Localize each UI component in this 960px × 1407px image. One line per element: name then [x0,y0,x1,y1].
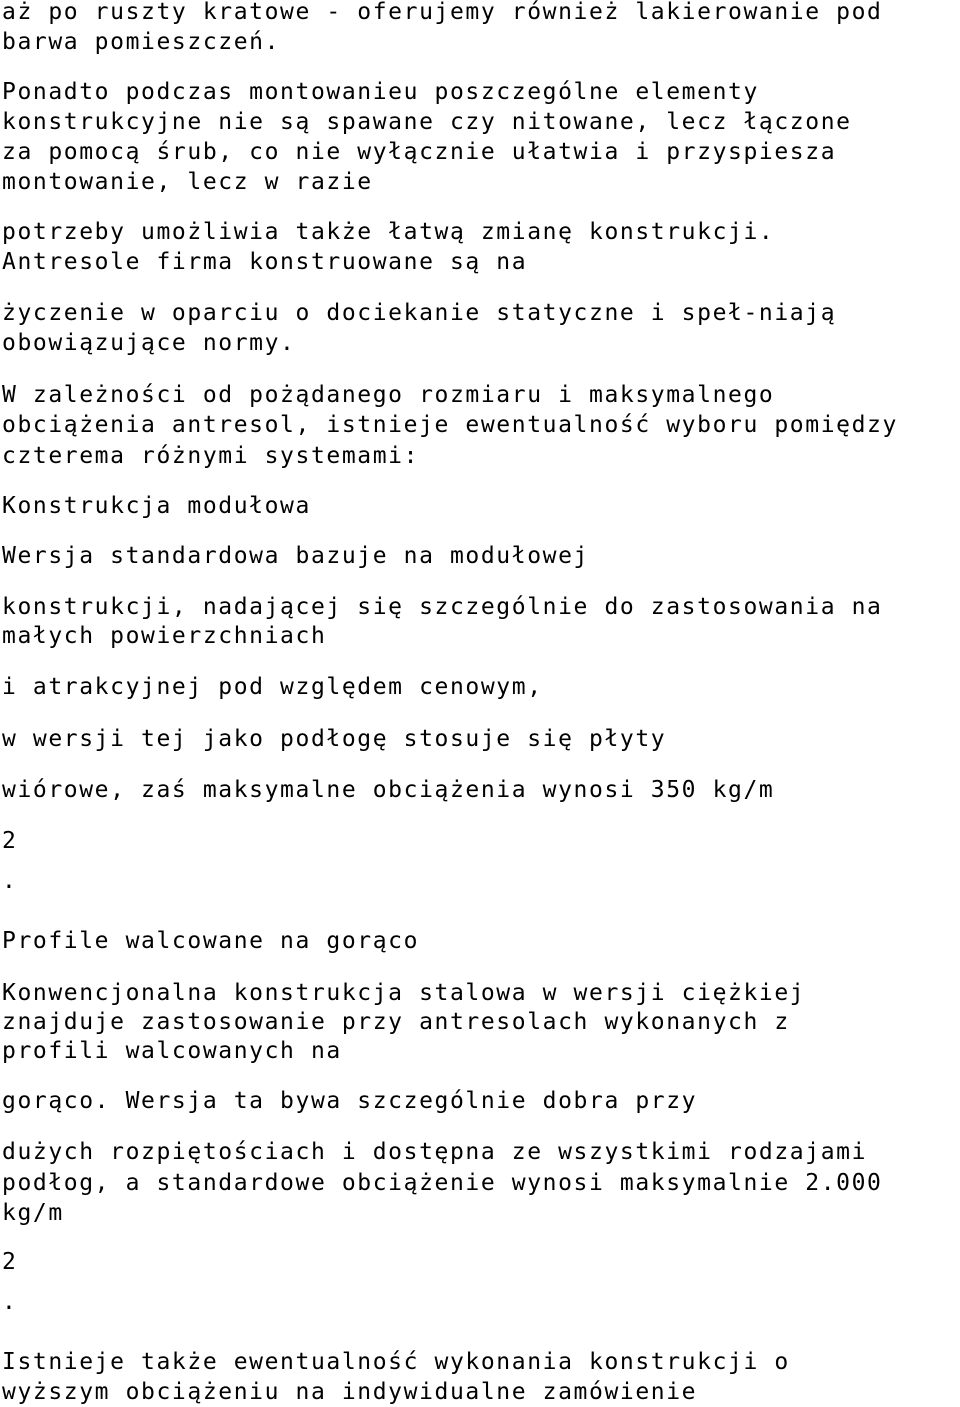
text-line: potrzeby umożliwia także łatwą zmianę konstrukcji. [2,219,775,245]
text-line: barwa pomieszczeń. [2,29,281,55]
text-line: życzenie w oparciu o dociekanie statyczne i speł-niają [2,300,837,326]
text-line: obciążenia antresol, istnieje ewentualność wyboru pomiędzy [2,412,898,438]
text-line: profili walcowanych na [2,1038,342,1064]
text-line: konstrukcyjne nie są spawane czy nitowane, lecz łączone [2,109,852,135]
text-line: za pomocą śrub, co nie wyłącznie ułatwia i przyspiesza [2,139,837,165]
text-line: dużych rozpiętościach i dostępna ze wszystkimi rodzajami [2,1139,868,1165]
text-line: . [2,1289,18,1315]
text-line: . [2,868,18,894]
text-line: w wersji tej jako podłogę stosuje się płyty [2,726,667,752]
text-line: i atrakcyjnej pod względem cenowym, [2,674,543,700]
text-line: znajduje zastosowanie przy antresolach wykonanych z [2,1009,790,1035]
text-line: Konwencjonalna konstrukcja stalowa w wersji ciężkiej [2,980,806,1006]
text-line: aż po ruszty kratowe - oferujemy również lakierowanie pod [2,0,883,25]
text-line: konstrukcji, nadającej się szczególnie do zastosowania na [2,594,883,620]
text-line: Antresole firma konstruowane są na [2,249,528,275]
text-line: wyższym obciążeniu na indywidualne zamówienie [2,1379,698,1405]
text-line: obowiązujące normy. [2,330,296,356]
text-line: czterema różnymi systemami: [2,443,420,469]
text-line: 2 [2,828,18,854]
text-line: małych powierzchniach [2,623,327,649]
text-line: wiórowe, zaś maksymalne obciążenia wynosi 350 kg/m [2,777,775,803]
section-heading: Profile walcowane na gorąco [2,928,420,954]
text-line: podłog, a standardowe obciążenie wynosi maksymalnie 2.000 [2,1170,883,1196]
text-line: gorąco. Wersja ta bywa szczególnie dobra przy [2,1088,698,1114]
text-line: kg/m [2,1200,64,1226]
text-line: Istnieje także ewentualność wykonania konstrukcji o [2,1349,790,1375]
text-line: montowanie, lecz w razie [2,169,373,195]
text-line: Ponadto podczas montowanieu poszczególne elementy [2,79,759,105]
text-line: 2 [2,1249,18,1275]
text-line: Wersja standardowa bazuje na modułowej [2,543,589,569]
text-line: W zależności od pożądanego rozmiaru i maksymalnego [2,382,775,408]
section-heading: Konstrukcja modułowa [2,493,311,519]
